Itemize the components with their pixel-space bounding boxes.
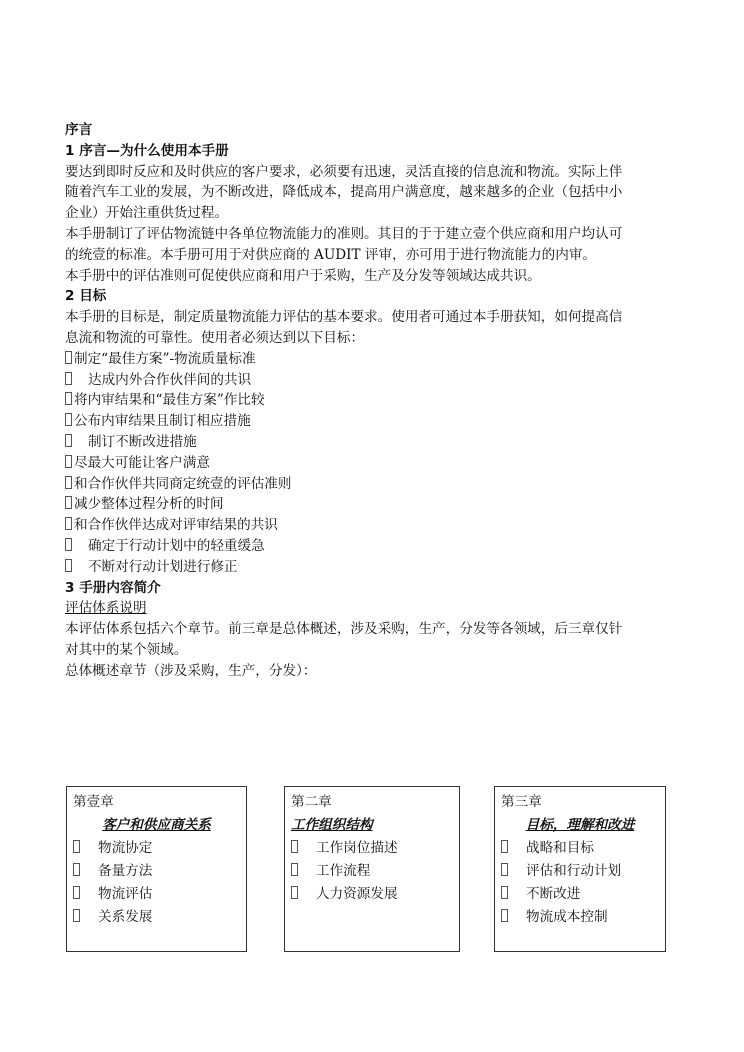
chapter-item-text: 物流成本控制: [526, 909, 608, 925]
bullet-icon: [73, 909, 80, 922]
bullet-icon: [65, 351, 72, 364]
goal-text: 和合作伙伴共同商定统壹的评估准则: [74, 475, 292, 492]
goal-item: [65, 390, 695, 411]
chapter-item: [73, 860, 240, 883]
bullet-icon: [501, 863, 508, 876]
section-3-subheading: 评估体系说明: [65, 600, 147, 617]
chapter-item: [73, 906, 240, 929]
bullet-icon: [65, 413, 72, 426]
chapter-item-text: 不断改进: [526, 886, 581, 902]
chapter-item-text: 物流评估: [98, 886, 153, 902]
chapter-item-text: 战略和目标: [526, 840, 594, 856]
bullet-icon: [65, 476, 72, 489]
goal-item: [65, 536, 695, 557]
bullet-icon: [73, 886, 80, 899]
goal-text: 将内审结果和“最佳方案”作比较: [74, 392, 265, 409]
chapter-item-text: 工作流程: [316, 863, 371, 879]
paragraph-line: 本评估体系包括六个章节。前三章是总体概述，涉及采购，生产，分发等各领域，后三章仅针: [65, 621, 623, 638]
bullet-icon: [65, 434, 72, 447]
goal-list: [65, 349, 695, 578]
goal-text: 制订不断改进措施: [88, 433, 197, 450]
chapter-item: [291, 837, 453, 860]
goal-text: 和合作伙伴达成对评审结果的共识: [74, 517, 278, 534]
goal-item: [65, 411, 695, 432]
chapter-number: 第三章: [501, 794, 542, 810]
goal-item: [65, 349, 695, 370]
goal-item: [65, 557, 695, 578]
chapter-item-text: 物流协定: [98, 840, 153, 856]
goal-text: 制定“最佳方案”-物流质量标准: [74, 350, 256, 367]
paragraph-line: 本手册制订了评估物流链中各单位物流能力的准则。其目的于于建立壹个供应商和用户均认可: [65, 225, 623, 242]
goal-item: [65, 515, 695, 536]
goal-item: [65, 370, 695, 391]
bullet-icon: [65, 392, 72, 405]
chapter-item: [501, 906, 659, 929]
goal-text: 减少整体过程分析的时间: [74, 496, 224, 513]
chapter-item: [501, 883, 659, 906]
paragraph-line: 企业）开始注重供货过程。: [65, 205, 229, 222]
bullet-icon: [501, 840, 508, 853]
paragraph-line: 的统壹的标准。本手册可用于对供应商的 AUDIT 评审，亦可用于进行物流能力的内审。: [65, 246, 597, 263]
paragraph-line: 总体概述章节（涉及采购，生产，分发）：: [65, 662, 317, 679]
paragraph-line: 对其中的某个领域。: [65, 641, 188, 658]
bullet-icon: [73, 840, 80, 853]
chapter-item: [73, 837, 240, 860]
goal-item: [65, 432, 695, 453]
chapter-title: 工作组织结构: [291, 817, 373, 833]
goal-text: 不断对行动计划进行修正: [88, 558, 238, 575]
paragraph-line: 本手册中的评估准则可促使供应商和用户于采购，生产及分发等领域达成共识。: [65, 267, 541, 284]
bullet-icon: [501, 886, 508, 899]
bullet-icon: [65, 559, 72, 572]
document-body: [65, 120, 695, 682]
page-title: 序言: [65, 122, 93, 138]
chapter-item: [501, 860, 659, 883]
bullet-icon: [65, 455, 72, 468]
chapter-number: 第二章: [291, 794, 332, 810]
goal-item: [65, 453, 695, 474]
paragraph-line: 要达到即时反应和及时供应的客户要求，必须要有迅速，灵活直接的信息流和物流。实际上伴: [65, 163, 623, 180]
section-1-heading: 1 序言—为什么使用本手册: [65, 142, 229, 159]
chapter-title: 目标，理解和改进: [525, 817, 635, 833]
chapter-item-text: 备量方法: [98, 863, 153, 879]
bullet-icon: [291, 840, 298, 853]
goal-text: 确定于行动计划中的轻重缓急: [88, 537, 265, 554]
chapter-number: 第壹章: [73, 794, 114, 810]
bullet-icon: [291, 886, 298, 899]
chapter-item: [501, 837, 659, 860]
chapter-box: [494, 786, 666, 952]
chapter-item: [291, 883, 453, 906]
goal-item: [65, 474, 695, 495]
goal-text: 公布内审结果且制订相应措施: [74, 413, 251, 430]
bullet-icon: [501, 909, 508, 922]
section-2-heading: 2 目标: [65, 288, 107, 305]
chapter-title: 客户和供应商关系: [102, 817, 211, 833]
paragraph-line: 本手册的目标是，制定质量物流能力评估的基本要求。使用者可通过本手册获知，如何提高信: [65, 309, 623, 326]
bullet-icon: [65, 538, 72, 551]
chapter-item-text: 人力资源发展: [316, 886, 398, 902]
goal-text: 达成内外合作伙伴间的共识: [88, 371, 252, 388]
bullet-icon: [73, 863, 80, 876]
bullet-icon: [291, 863, 298, 876]
chapter-item-text: 工作岗位描述: [316, 840, 398, 856]
goal-text: 尽最大可能让客户满意: [74, 454, 210, 471]
bullet-icon: [65, 517, 72, 530]
chapter-box: [284, 786, 460, 952]
chapter-item-text: 关系发展: [98, 909, 153, 925]
chapter-item-text: 评估和行动计划: [526, 863, 622, 879]
paragraph-line: 随着汽车工业的发展，为不断改进，降低成本，提高用户满意度，越来越多的企业（包括中小: [65, 184, 623, 201]
paragraph-line: 息流和物流的可靠性。使用者必须达到以下目标：: [65, 329, 365, 346]
goal-item: [65, 494, 695, 515]
chapter-item: [291, 860, 453, 883]
section-3-heading: 3 手册内容简介: [65, 579, 161, 596]
chapter-item: [73, 883, 240, 906]
bullet-icon: [65, 496, 72, 509]
chapter-box: [66, 786, 247, 952]
bullet-icon: [65, 372, 72, 385]
